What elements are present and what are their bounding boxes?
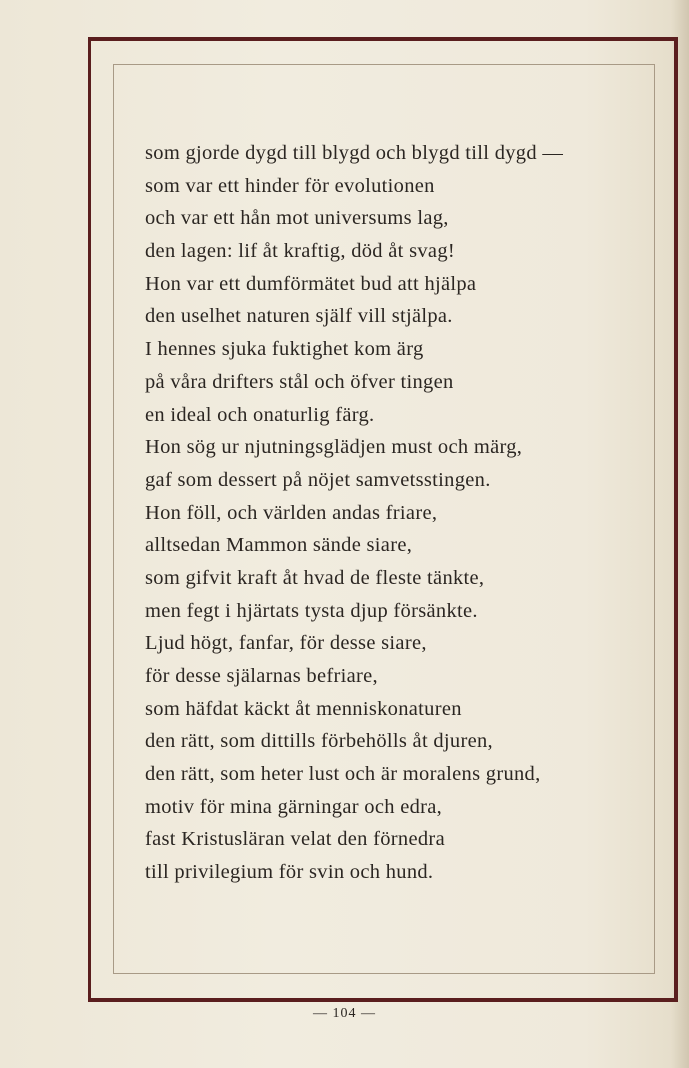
poem-line: till privilegium för svin och hund. bbox=[145, 861, 434, 884]
poem-line: fast Kristusläran velat den förnedra bbox=[145, 828, 445, 851]
poem-line: Hon var ett dumförmätet bud att hjälpa bbox=[145, 272, 477, 295]
poem-line: på våra drifters stål och öfver tingen bbox=[145, 370, 454, 393]
poem-line: den rätt, som heter lust och är moralens grund, bbox=[145, 763, 541, 786]
poem-line: som gjorde dygd till blygd och blygd till dygd — bbox=[145, 142, 564, 164]
page-number: — 104 — bbox=[313, 1006, 376, 1021]
poem-line: Hon föll, och världen andas friare, bbox=[145, 501, 438, 524]
poem-line: Ljud högt, fanfar, för desse siare, bbox=[145, 632, 427, 655]
poem-line: den rätt, som dittills förbehölls åt djuren, bbox=[145, 730, 493, 753]
poem-line: Hon sög ur njutningsglädjen must och märg, bbox=[145, 436, 523, 459]
poem-line: gaf som dessert på nöjet samvetsstingen. bbox=[145, 468, 491, 491]
poem-line: den lagen: lif åt kraftig, död åt svag! bbox=[145, 240, 455, 263]
poem-line: en ideal och onaturlig färg. bbox=[145, 403, 375, 426]
poem-line: för desse själarnas befriare, bbox=[145, 665, 378, 687]
poem-line: som häfdat käckt åt menniskonaturen bbox=[145, 697, 462, 720]
poem-line: som gifvit kraft åt hvad de fleste tänkte, bbox=[145, 566, 485, 589]
poem-line: I hennes sjuka fuktighet kom ärg bbox=[145, 338, 424, 361]
poem-line: men fegt i hjärtats tysta djup försänkte. bbox=[145, 599, 478, 622]
poem-line: som var ett hinder för evolutionen bbox=[145, 174, 435, 197]
poem-line: motiv för mina gärningar och edra, bbox=[145, 795, 443, 818]
poem-line: den uselhet naturen själf vill stjälpa. bbox=[145, 305, 453, 328]
poem-line: alltsedan Mammon sände siare, bbox=[145, 534, 413, 557]
poem-line: och var ett hån mot universums lag, bbox=[145, 207, 449, 230]
poem-text bbox=[145, 137, 645, 889]
